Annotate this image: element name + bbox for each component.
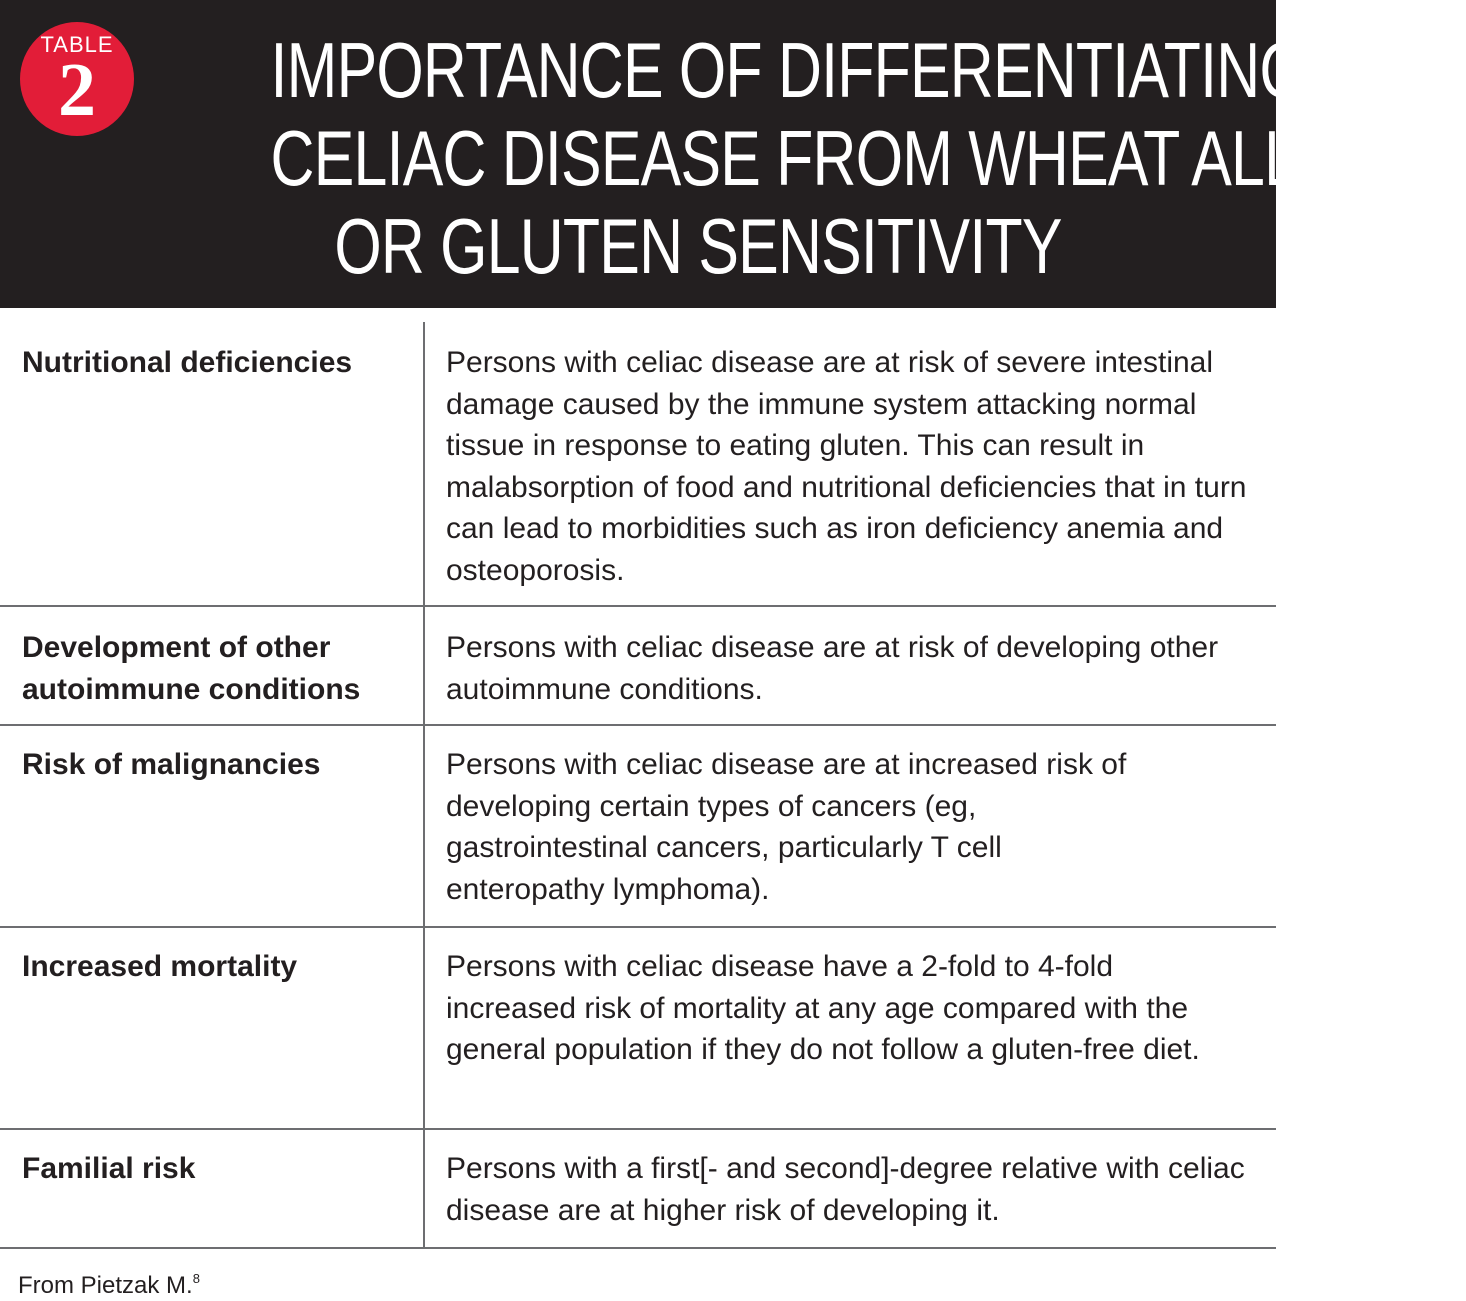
row-label-nutritional-deficiencies: Nutritional deficiencies [22,346,353,379]
comparison-table [0,308,1276,1249]
title-line-1: IMPORTANCE OF DIFFERENTIATING [270,26,1306,114]
table-row [0,726,1276,928]
row-label-malignancies: Risk of malignancies [22,748,321,781]
source-text: From Pietzak M. [18,1272,193,1299]
row-label-familial-risk: Familial risk [22,1152,196,1185]
reference-number: 8 [192,1271,200,1286]
row-text-malignancies: Persons with celiac disease are at increased risk of developing certain types of cancers (eg, gastrointestinal cancers, particularly T cell enteropathy lymphoma). [446,748,1127,906]
badge-number: 2 [58,48,96,132]
table-number-badge [20,22,134,136]
table-row [0,607,1276,726]
badge-label: TABLE [40,32,114,57]
source-note [18,1264,200,1301]
table-row [0,1130,1276,1249]
table-title [150,26,1466,290]
table-header [0,0,1466,308]
row-text-autoimmune-conditions: Persons with celiac disease are at risk of developing other autoimmune conditions. [446,631,1219,706]
row-label-autoimmune-conditions: Development of other autoimmune conditions [22,631,361,706]
row-label-increased-mortality: Increased mortality [22,950,298,983]
row-text-familial-risk: Persons with a first[- and second]-degree relative with celiac disease are at higher risk of developing it. [446,1152,1245,1227]
table-top-spacer [0,308,1276,322]
title-line-3: OR GLUTEN SENSITIVITY [334,202,1062,290]
row-text-nutritional-deficiencies: Persons with celiac disease are at risk of severe intestinal damage caused by the immune system attacking normal tissue in response to eating gluten. This can result in malabsorption of food and nutritional deficiencies that in turn can lead to morbidities such as iron deficiency anemia and osteoporosis. [446,346,1247,587]
table-row [0,322,1276,607]
row-text-increased-mortality: Persons with celiac disease have a 2-fold to 4-fold increased risk of mortality at any age compared with the general population if they do not follow a gluten-free diet. [446,950,1200,1066]
title-line-2: CELIAC DISEASE FROM WHEAT ALLERGY [270,114,1466,202]
table-row [0,928,1276,1130]
